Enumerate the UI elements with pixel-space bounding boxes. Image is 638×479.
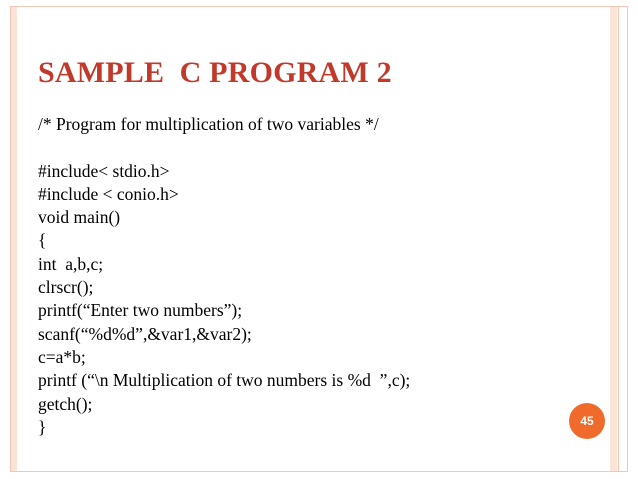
page-number-badge: 45 (569, 403, 605, 439)
code-line: getch(); (38, 393, 93, 414)
code-line: int a,b,c; (38, 253, 104, 274)
code-line: printf (“\n Multiplication of two numbers is %d ”,c); (38, 370, 411, 391)
code-line: /* Program for multiplication of two variables */ (38, 114, 379, 134)
code-line: scanf(“%d%d”,&var1,&var2); (38, 323, 252, 344)
code-line: #include < conio.h> (38, 183, 179, 204)
code-line: printf(“Enter two numbers”); (38, 300, 243, 321)
code-line: c=a*b; (38, 346, 86, 367)
code-line: void main() (38, 207, 121, 228)
code-block (38, 113, 410, 439)
code-line (38, 136, 410, 159)
slide-title: SAMPLE C PROGRAM 2 (38, 56, 392, 89)
code-line: clrscr(); (38, 277, 94, 298)
code-line: { (38, 230, 47, 251)
code-line: #include< stdio.h> (38, 160, 170, 181)
code-line: } (38, 416, 47, 437)
